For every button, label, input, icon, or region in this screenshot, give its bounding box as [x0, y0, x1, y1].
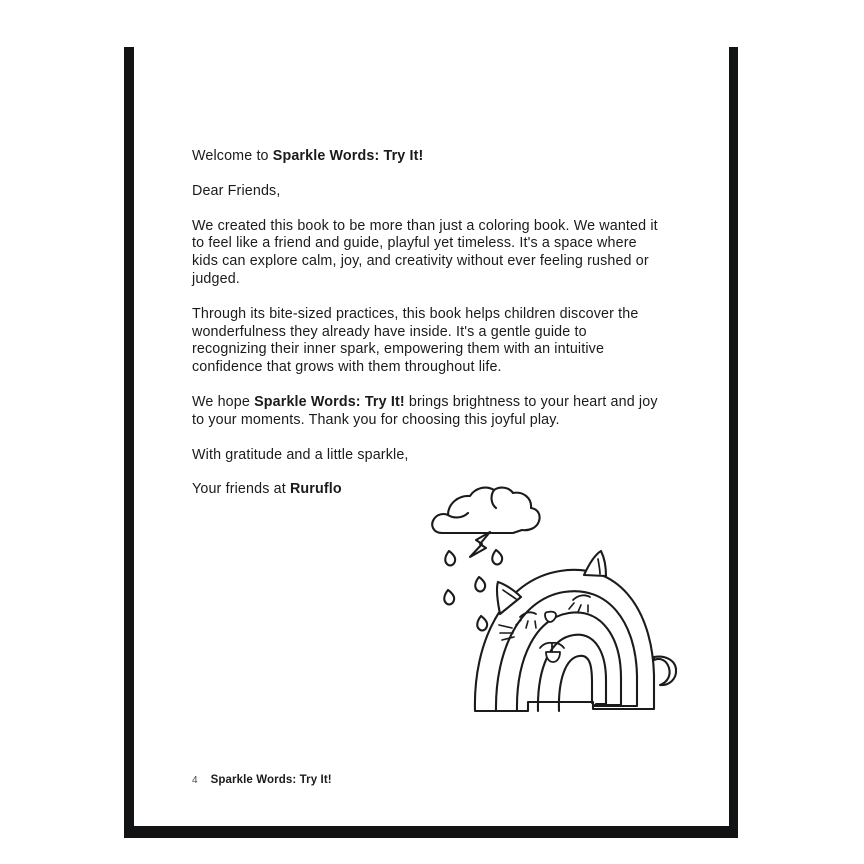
page-sheet: [134, 47, 728, 826]
welcome-book-title: Sparkle Words: Try It!: [272, 148, 424, 164]
rainbow-cat-illustration: [418, 462, 688, 732]
paragraph-3-tail-text: brings brightness to your heart and joy to your moments. Thank you for choosing this joyful play.: [192, 393, 658, 428]
rain-cloud-icon: [432, 488, 539, 533]
page-footer: [192, 774, 332, 786]
page-left-edge-shadow: [124, 47, 134, 838]
page-right-edge-shadow: [729, 47, 738, 838]
signoff-lead-text: Your friends at: [192, 481, 290, 498]
salutation: Dear Friends,: [192, 182, 281, 199]
paragraph-3-lead-text: We hope: [192, 393, 255, 410]
paragraph-3-book-title: Sparkle Words: Try It!: [254, 393, 405, 410]
welcome-heading: [192, 148, 662, 166]
cat-nose-icon: [545, 612, 556, 622]
letter-closing: With gratitude and a little sparkle,: [192, 446, 409, 463]
lightning-bolt-icon: [470, 532, 490, 557]
signoff-publisher-name: Ruruflo: [289, 481, 342, 498]
footer-page-number: 4: [192, 775, 198, 786]
raindrops-icon: [444, 550, 502, 630]
letter-paragraph-2: Through its bite-sized practices, this book helps children discover the wonderfulness they already have inside. It's a gentle guide to recognizing their inner spark, empowering them with an intuitive confidence that grows with them throughout life.: [192, 305, 639, 376]
welcome-lead-text: Welcome to: [192, 148, 273, 164]
cat-tail-icon: [654, 657, 676, 686]
footer-running-title: Sparkle Words: Try It!: [210, 774, 332, 786]
letter-paragraph-3: [192, 394, 662, 430]
letter-paragraph-1: We created this book to be more than just a coloring book. We wanted it to feel like a friend and guide, playful yet timeless. It's a space where kids can explore calm, joy, and creativity without ever feeling rushed or judged.: [192, 217, 658, 287]
book-page: [124, 47, 738, 838]
letter-body: [192, 148, 662, 499]
page-bottom-edge-shadow: [124, 826, 738, 838]
